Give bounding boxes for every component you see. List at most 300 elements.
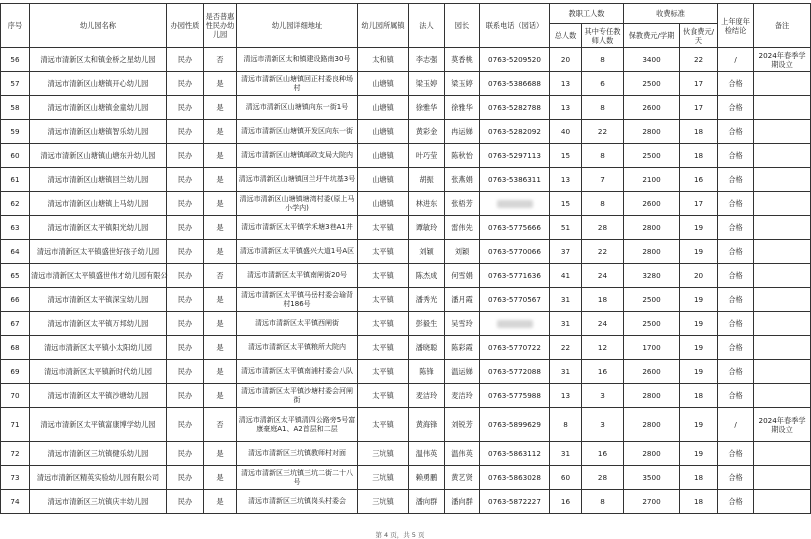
town-cell: 太平镇 (358, 360, 409, 384)
kindergarten-name-cell: 清远市清新区山塘镇智乐幼儿园 (30, 120, 167, 144)
row-number-cell: 64 (1, 240, 30, 264)
table-row (1, 48, 811, 72)
puhui-flag-cell: 是 (204, 168, 237, 192)
remark-cell (754, 288, 811, 312)
remark-cell (754, 168, 811, 192)
legal-person-cell: 温伟英 (409, 442, 445, 466)
school-nature-cell: 民办 (167, 466, 204, 490)
fee-care-cell: 3400 (624, 48, 680, 72)
row-number-cell: 72 (1, 442, 30, 466)
header-staff-group: 教职工人数 (550, 4, 624, 24)
fee-care-cell: 2500 (624, 144, 680, 168)
header-remark: 备注 (754, 4, 811, 48)
inspection-result-cell: 合格 (718, 312, 754, 336)
school-nature-cell: 民办 (167, 48, 204, 72)
redacted-phone (497, 200, 533, 208)
principal-cell: 何雪娟 (445, 264, 480, 288)
fee-care-cell: 2500 (624, 72, 680, 96)
legal-person-cell: 陈杰成 (409, 264, 445, 288)
redacted-phone (497, 320, 533, 328)
inspection-result-cell: 合格 (718, 120, 754, 144)
legal-person-cell: 梁玉婷 (409, 72, 445, 96)
puhui-flag-cell: 否 (204, 408, 237, 442)
principal-cell: 张燕娟 (445, 168, 480, 192)
phone-cell: 0763-5771636 (480, 264, 550, 288)
kindergarten-name-cell: 清远市清新区太平镇深宝幼儿园 (30, 288, 167, 312)
legal-person-cell: 潘向群 (409, 490, 445, 514)
town-cell: 太平镇 (358, 288, 409, 312)
table-row (1, 312, 811, 336)
kindergarten-table (0, 3, 811, 514)
row-number-cell: 61 (1, 168, 30, 192)
town-cell: 太和镇 (358, 48, 409, 72)
header-fee-meal: 伙食费元/天 (680, 24, 718, 48)
legal-person-cell: 彭毅生 (409, 312, 445, 336)
address-cell: 清远市清新区三坑镇三坑二街二十八号 (237, 466, 358, 490)
school-nature-cell: 民办 (167, 168, 204, 192)
kindergarten-name-cell: 清远市清新区三坑镇庆丰幼儿园 (30, 490, 167, 514)
staff-total-cell: 15 (550, 144, 582, 168)
remark-cell: 2024年春季学期设立 (754, 48, 811, 72)
legal-person-cell: 徐雅华 (409, 96, 445, 120)
principal-cell: 温伟英 (445, 442, 480, 466)
address-cell: 清远市清新区太平镇学禾塘3巷A1井 (237, 216, 358, 240)
principal-cell: 潘月霞 (445, 288, 480, 312)
row-number-cell: 65 (1, 264, 30, 288)
fee-care-cell: 2700 (624, 490, 680, 514)
staff-total-cell: 60 (550, 466, 582, 490)
inspection-result-cell: 合格 (718, 264, 754, 288)
inspection-result-cell: 合格 (718, 442, 754, 466)
legal-person-cell: 赖勇鹏 (409, 466, 445, 490)
fee-care-cell: 1700 (624, 336, 680, 360)
puhui-flag-cell: 是 (204, 96, 237, 120)
row-number-cell: 66 (1, 288, 30, 312)
principal-cell: 梁玉婷 (445, 72, 480, 96)
kindergarten-name-cell: 清远市清新区太和镇金桥之星幼儿园 (30, 48, 167, 72)
staff-fulltime-cell: 16 (582, 442, 624, 466)
fee-meal-cell: 19 (680, 408, 718, 442)
staff-fulltime-cell: 8 (582, 192, 624, 216)
staff-fulltime-cell: 8 (582, 490, 624, 514)
school-nature-cell: 民办 (167, 144, 204, 168)
fee-care-cell: 2100 (624, 168, 680, 192)
header-staff-fulltime: 其中专任教师人数 (582, 24, 624, 48)
inspection-result-cell: 合格 (718, 384, 754, 408)
kindergarten-name-cell: 清远市清新区山塘镇金童幼儿园 (30, 96, 167, 120)
town-cell: 山塘镇 (358, 144, 409, 168)
fee-meal-cell: 18 (680, 384, 718, 408)
address-cell: 清远市清新区太平镇盛兴大道1号A区 (237, 240, 358, 264)
principal-cell: 潘向群 (445, 490, 480, 514)
puhui-flag-cell: 是 (204, 360, 237, 384)
staff-total-cell: 31 (550, 442, 582, 466)
fee-meal-cell: 17 (680, 96, 718, 120)
fee-care-cell: 2600 (624, 192, 680, 216)
address-cell: 清远市清新区山塘镇向东一街1号 (237, 96, 358, 120)
staff-total-cell: 41 (550, 264, 582, 288)
school-nature-cell: 民办 (167, 192, 204, 216)
school-nature-cell: 民办 (167, 96, 204, 120)
phone-cell: 0763-5775666 (480, 216, 550, 240)
table-row (1, 466, 811, 490)
town-cell: 山塘镇 (358, 120, 409, 144)
staff-fulltime-cell: 7 (582, 168, 624, 192)
staff-fulltime-cell: 6 (582, 72, 624, 96)
principal-cell: 黄艺贤 (445, 466, 480, 490)
school-nature-cell: 民办 (167, 264, 204, 288)
phone-cell: 0763-5770722 (480, 336, 550, 360)
remark-cell: 2024年春季学期设立 (754, 408, 811, 442)
inspection-result-cell: / (718, 408, 754, 442)
row-number-cell: 56 (1, 48, 30, 72)
school-nature-cell: 民办 (167, 336, 204, 360)
staff-total-cell: 22 (550, 336, 582, 360)
fee-care-cell: 2800 (624, 240, 680, 264)
fee-meal-cell: 19 (680, 442, 718, 466)
town-cell: 山塘镇 (358, 72, 409, 96)
school-nature-cell: 民办 (167, 490, 204, 514)
puhui-flag-cell: 是 (204, 288, 237, 312)
staff-total-cell: 13 (550, 168, 582, 192)
phone-cell: 0763-5386311 (480, 168, 550, 192)
header-legal: 法人 (409, 4, 445, 48)
staff-fulltime-cell: 8 (582, 144, 624, 168)
puhui-flag-cell: 是 (204, 240, 237, 264)
remark-cell (754, 264, 811, 288)
remark-cell (754, 96, 811, 120)
school-nature-cell: 民办 (167, 120, 204, 144)
inspection-result-cell: 合格 (718, 490, 754, 514)
address-cell: 清远市清新区太平镇西闸街 (237, 312, 358, 336)
table-row (1, 442, 811, 466)
fee-meal-cell: 17 (680, 192, 718, 216)
phone-cell: 0763-5863112 (480, 442, 550, 466)
school-nature-cell: 民办 (167, 384, 204, 408)
fee-care-cell: 3500 (624, 466, 680, 490)
fee-care-cell: 2600 (624, 360, 680, 384)
fee-care-cell: 2500 (624, 288, 680, 312)
row-number-cell: 57 (1, 72, 30, 96)
fee-meal-cell: 22 (680, 48, 718, 72)
remark-cell (754, 466, 811, 490)
legal-person-cell: 潘秀光 (409, 288, 445, 312)
phone-cell (480, 312, 550, 336)
inspection-result-cell: 合格 (718, 96, 754, 120)
table-row (1, 408, 811, 442)
puhui-flag-cell: 是 (204, 192, 237, 216)
fee-care-cell: 2800 (624, 120, 680, 144)
remark-cell (754, 384, 811, 408)
kindergarten-name-cell: 清远市清新区太平镇新时代幼儿园 (30, 360, 167, 384)
fee-meal-cell: 18 (680, 120, 718, 144)
phone-cell (480, 192, 550, 216)
header-phone: 联系电话（园话） (480, 4, 550, 48)
fee-care-cell: 2800 (624, 408, 680, 442)
kindergarten-name-cell: 清远市清新区三坑镇健乐幼儿园 (30, 442, 167, 466)
school-nature-cell: 民办 (167, 216, 204, 240)
inspection-result-cell: 合格 (718, 240, 754, 264)
fee-care-cell: 2600 (624, 96, 680, 120)
table-row (1, 336, 811, 360)
row-number-cell: 59 (1, 120, 30, 144)
table-row (1, 288, 811, 312)
table-row (1, 72, 811, 96)
staff-fulltime-cell: 16 (582, 360, 624, 384)
staff-fulltime-cell: 22 (582, 120, 624, 144)
puhui-flag-cell: 是 (204, 144, 237, 168)
staff-fulltime-cell: 3 (582, 408, 624, 442)
row-number-cell: 73 (1, 466, 30, 490)
puhui-flag-cell: 是 (204, 490, 237, 514)
table-row (1, 490, 811, 514)
address-cell: 清远市清新区太平镇粮所大院内 (237, 336, 358, 360)
inspection-result-cell: 合格 (718, 288, 754, 312)
town-cell: 三坑镇 (358, 466, 409, 490)
table-row (1, 120, 811, 144)
principal-cell: 吴雪玲 (445, 312, 480, 336)
staff-fulltime-cell: 22 (582, 240, 624, 264)
inspection-result-cell: / (718, 48, 754, 72)
staff-total-cell: 37 (550, 240, 582, 264)
kindergarten-name-cell: 清远市清新区太平镇盛世伟才幼儿园有限公 (30, 264, 167, 288)
fee-meal-cell: 17 (680, 72, 718, 96)
principal-cell: 温运娣 (445, 360, 480, 384)
town-cell: 三坑镇 (358, 442, 409, 466)
kindergarten-name-cell: 清远市清新区太平镇小太阳幼儿园 (30, 336, 167, 360)
table-row (1, 216, 811, 240)
puhui-flag-cell: 否 (204, 48, 237, 72)
fee-meal-cell: 19 (680, 240, 718, 264)
puhui-flag-cell: 是 (204, 442, 237, 466)
town-cell: 山塘镇 (358, 192, 409, 216)
fee-meal-cell: 19 (680, 360, 718, 384)
address-cell: 清远市清新区太平镇清四公路旁5号富康豪庭A1、A2首层和二层 (237, 408, 358, 442)
school-nature-cell: 民办 (167, 72, 204, 96)
fee-meal-cell: 19 (680, 336, 718, 360)
row-number-cell: 63 (1, 216, 30, 240)
remark-cell (754, 336, 811, 360)
town-cell: 太平镇 (358, 216, 409, 240)
kindergarten-name-cell: 清远市清新区太平镇万邦幼儿园 (30, 312, 167, 336)
staff-fulltime-cell: 8 (582, 96, 624, 120)
address-cell: 清远市清新区太平镇南浦村委会八队 (237, 360, 358, 384)
town-cell: 山塘镇 (358, 96, 409, 120)
address-cell: 清远市清新区太平镇沙塘村委会河闸街 (237, 384, 358, 408)
phone-cell: 0763-5775988 (480, 384, 550, 408)
legal-person-cell: 胡振 (409, 168, 445, 192)
table-row (1, 144, 811, 168)
school-nature-cell: 民办 (167, 312, 204, 336)
staff-total-cell: 13 (550, 384, 582, 408)
table-row (1, 168, 811, 192)
page-footer: 第 4 页，共 5 页 (375, 531, 425, 539)
phone-cell: 0763-5770567 (480, 288, 550, 312)
address-cell: 清远市清新区山塘镇邮政支局大院内 (237, 144, 358, 168)
table-row (1, 192, 811, 216)
staff-fulltime-cell: 12 (582, 336, 624, 360)
staff-total-cell: 20 (550, 48, 582, 72)
legal-person-cell: 黄海锋 (409, 408, 445, 442)
staff-total-cell: 15 (550, 192, 582, 216)
kindergarten-name-cell: 清远市清新区精英实验幼儿园有限公司 (30, 466, 167, 490)
principal-cell: 冉运娣 (445, 120, 480, 144)
row-number-cell: 74 (1, 490, 30, 514)
staff-total-cell: 40 (550, 120, 582, 144)
principal-cell: 雷伟先 (445, 216, 480, 240)
remark-cell (754, 240, 811, 264)
town-cell: 太平镇 (358, 312, 409, 336)
header-staff-total: 总人数 (550, 24, 582, 48)
phone-cell: 0763-5386688 (480, 72, 550, 96)
address-cell: 清远市清新区太和镇建设路南30号 (237, 48, 358, 72)
staff-total-cell: 13 (550, 72, 582, 96)
header-no: 序号 (1, 4, 30, 48)
principal-cell: 刘锐芳 (445, 408, 480, 442)
header-principal: 园长 (445, 4, 480, 48)
town-cell: 三坑镇 (358, 490, 409, 514)
address-cell: 清远市清新区山塘镇回兰圩牛坑基3号 (237, 168, 358, 192)
school-nature-cell: 民办 (167, 240, 204, 264)
kindergarten-name-cell: 清远市清新区太平镇富康博学幼儿园 (30, 408, 167, 442)
remark-cell (754, 192, 811, 216)
inspection-result-cell: 合格 (718, 192, 754, 216)
fee-care-cell: 2800 (624, 442, 680, 466)
address-cell: 清远市清新区三坑镇教师村对面 (237, 442, 358, 466)
fee-meal-cell: 20 (680, 264, 718, 288)
remark-cell (754, 120, 811, 144)
legal-person-cell: 潘晓聪 (409, 336, 445, 360)
puhui-flag-cell: 否 (204, 264, 237, 288)
town-cell: 太平镇 (358, 384, 409, 408)
fee-care-cell: 2500 (624, 312, 680, 336)
inspection-result-cell: 合格 (718, 466, 754, 490)
address-cell: 清远市清新区太平镇南闸街20号 (237, 264, 358, 288)
staff-total-cell: 51 (550, 216, 582, 240)
principal-cell: 麦洁玲 (445, 384, 480, 408)
principal-cell: 张梧芳 (445, 192, 480, 216)
inspection-result-cell: 合格 (718, 168, 754, 192)
legal-person-cell: 谭敏玲 (409, 216, 445, 240)
puhui-flag-cell: 是 (204, 336, 237, 360)
header-puhui: 是否普惠性民办幼儿园 (204, 4, 237, 48)
header-address: 幼儿园详细地址 (237, 4, 358, 48)
legal-person-cell: 叶巧莹 (409, 144, 445, 168)
staff-fulltime-cell: 8 (582, 48, 624, 72)
legal-person-cell: 李志强 (409, 48, 445, 72)
principal-cell: 陈彩霞 (445, 336, 480, 360)
phone-cell: 0763-5863028 (480, 466, 550, 490)
staff-fulltime-cell: 28 (582, 466, 624, 490)
fee-meal-cell: 19 (680, 288, 718, 312)
town-cell: 太平镇 (358, 240, 409, 264)
town-cell: 太平镇 (358, 264, 409, 288)
address-cell: 清远市清新区山塘镇塘湾村委(原上马小学内) (237, 192, 358, 216)
remark-cell (754, 144, 811, 168)
table-row (1, 360, 811, 384)
header-town: 幼儿园所属镇 (358, 4, 409, 48)
fee-meal-cell: 19 (680, 312, 718, 336)
town-cell: 太平镇 (358, 336, 409, 360)
principal-cell: 陈秋怡 (445, 144, 480, 168)
phone-cell: 0763-5297113 (480, 144, 550, 168)
row-number-cell: 58 (1, 96, 30, 120)
puhui-flag-cell: 是 (204, 466, 237, 490)
staff-fulltime-cell: 18 (582, 288, 624, 312)
row-number-cell: 62 (1, 192, 30, 216)
fee-meal-cell: 18 (680, 490, 718, 514)
remark-cell (754, 360, 811, 384)
fee-meal-cell: 18 (680, 144, 718, 168)
header-name: 幼儿园名称 (30, 4, 167, 48)
legal-person-cell: 陈锋 (409, 360, 445, 384)
school-nature-cell: 民办 (167, 408, 204, 442)
inspection-result-cell: 合格 (718, 72, 754, 96)
remark-cell (754, 216, 811, 240)
staff-fulltime-cell: 3 (582, 384, 624, 408)
inspection-result-cell: 合格 (718, 336, 754, 360)
staff-total-cell: 31 (550, 312, 582, 336)
phone-cell: 0763-5282092 (480, 120, 550, 144)
header-nature: 办园性质 (167, 4, 204, 48)
principal-cell: 徐雅华 (445, 96, 480, 120)
inspection-result-cell: 合格 (718, 144, 754, 168)
address-cell: 清远市清新区太平镇马岳村委会瑜背村186号 (237, 288, 358, 312)
address-cell: 清远市清新区山塘镇回正村委良种场村 (237, 72, 358, 96)
remark-cell (754, 72, 811, 96)
table-row (1, 384, 811, 408)
phone-cell: 0763-5770066 (480, 240, 550, 264)
school-nature-cell: 民办 (167, 442, 204, 466)
staff-total-cell: 31 (550, 288, 582, 312)
address-cell: 清远市清新区山塘镇开发区向东一街 (237, 120, 358, 144)
staff-total-cell: 31 (550, 360, 582, 384)
remark-cell (754, 442, 811, 466)
puhui-flag-cell: 是 (204, 72, 237, 96)
legal-person-cell: 黄彩金 (409, 120, 445, 144)
staff-total-cell: 13 (550, 96, 582, 120)
fee-meal-cell: 19 (680, 216, 718, 240)
staff-fulltime-cell: 24 (582, 312, 624, 336)
row-number-cell: 67 (1, 312, 30, 336)
address-cell: 清远市清新区三坑镇岗头村委会 (237, 490, 358, 514)
phone-cell: 0763-5282788 (480, 96, 550, 120)
staff-fulltime-cell: 24 (582, 264, 624, 288)
legal-person-cell: 林进东 (409, 192, 445, 216)
header-inspection: 上年度年检结论 (718, 4, 754, 48)
kindergarten-name-cell: 清远市清新区太平镇盛世好孩子幼儿园 (30, 240, 167, 264)
staff-fulltime-cell: 28 (582, 216, 624, 240)
table-row (1, 264, 811, 288)
puhui-flag-cell: 是 (204, 120, 237, 144)
fee-care-cell: 3280 (624, 264, 680, 288)
kindergarten-name-cell: 清远市清新区山塘镇上马幼儿园 (30, 192, 167, 216)
town-cell: 太平镇 (358, 408, 409, 442)
inspection-result-cell: 合格 (718, 360, 754, 384)
fee-meal-cell: 18 (680, 466, 718, 490)
row-number-cell: 69 (1, 360, 30, 384)
fee-care-cell: 2800 (624, 384, 680, 408)
inspection-result-cell: 合格 (718, 216, 754, 240)
fee-meal-cell: 16 (680, 168, 718, 192)
principal-cell: 莫香桃 (445, 48, 480, 72)
legal-person-cell: 刘颖 (409, 240, 445, 264)
header-fee-group: 收费标准 (624, 4, 718, 24)
table-row (1, 96, 811, 120)
school-nature-cell: 民办 (167, 288, 204, 312)
phone-cell: 0763-5899629 (480, 408, 550, 442)
kindergarten-name-cell: 清远市清新区山塘镇山塘东升幼儿园 (30, 144, 167, 168)
